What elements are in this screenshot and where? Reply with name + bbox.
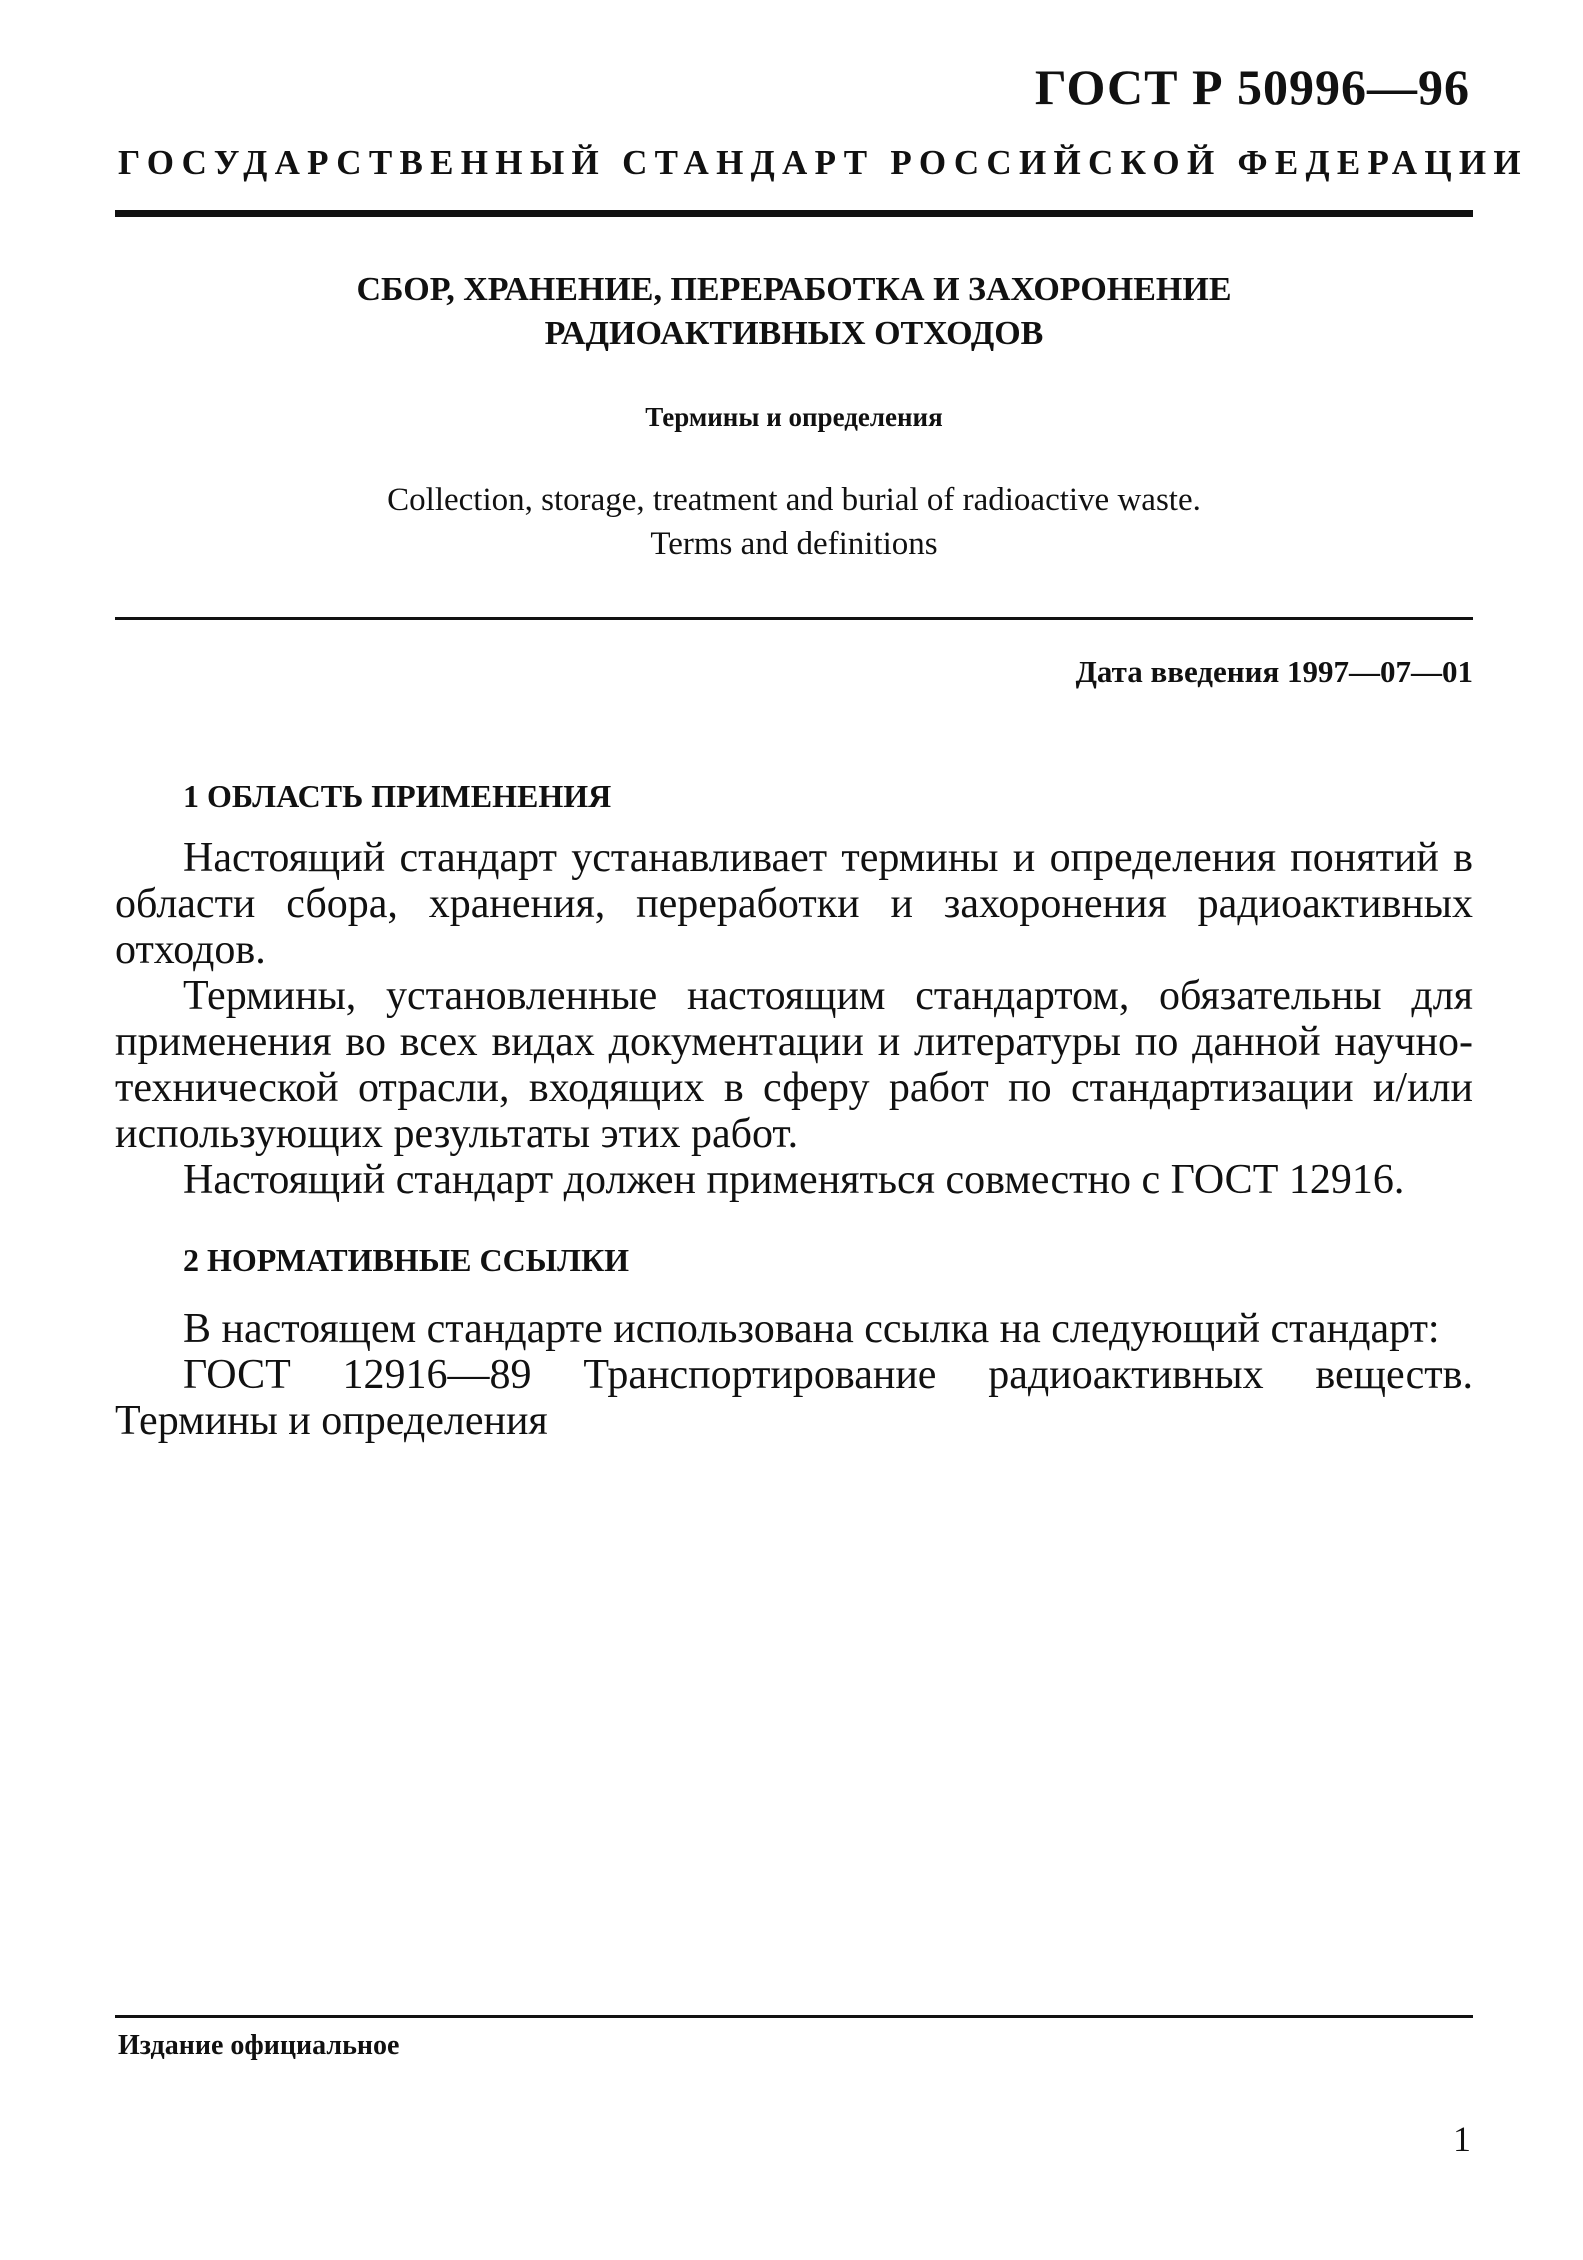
paragraph: В настоящем стандарте использована ссылка на следующий стандарт: [183, 1306, 1440, 1352]
english-title-line-1: Collection, storage, treatment and burial of radioactive waste. [387, 482, 1201, 518]
document-code: ГОСТ Р 50996—96 [1034, 59, 1470, 115]
document-title-line-2: РАДИОАКТИВНЫХ ОТХОДОВ [544, 315, 1044, 352]
document-title-line-1: СБОР, ХРАНЕНИЕ, ПЕРЕРАБОТКА И ЗАХОРОНЕНИЕ [356, 271, 1232, 308]
english-title [115, 478, 1473, 566]
page-number: 1 [1453, 2119, 1471, 2159]
section-heading-normative-references: 2 НОРМАТИВНЫЕ ССЫЛКИ [183, 1242, 630, 1278]
paragraph: ГОСТ 12916—89 Транспортирование радиоактивных веществ. Термины и определения [115, 1352, 1473, 1444]
footer-divider [115, 2015, 1473, 2018]
state-standard-title: ГОСУДАРСТВЕННЫЙ СТАНДАРТ РОССИЙСКОЙ ФЕДЕРАЦИИ [118, 143, 1528, 182]
header-divider [115, 210, 1473, 217]
paragraph: Настоящий стандарт должен применяться совместно с ГОСТ 12916. [183, 1157, 1405, 1203]
section-body-normative-references [115, 1306, 1473, 1444]
document-title [115, 268, 1473, 356]
introduction-date: Дата введения 1997—07—01 [1075, 654, 1473, 689]
edition-note: Издание официальное [118, 2030, 400, 2061]
title-divider [115, 617, 1473, 620]
english-title-line-2: Terms and definitions [650, 526, 938, 562]
section-heading-scope: 1 ОБЛАСТЬ ПРИМЕНЕНИЯ [183, 778, 612, 814]
section-body-scope [115, 835, 1473, 1203]
paragraph: Настоящий стандарт устанавливает термины и определения понятий в области сбора, хранения, переработки и захоронения радиоактивных отходов. [115, 835, 1473, 973]
paragraph: Термины, установленные настоящим стандартом, обязательны для применения во всех видах документации и литературы по данной научно-технической отрасли, входящих в сферу работ по стандартизации и/или использующих результаты этих работ. [115, 973, 1473, 1157]
document-subtitle: Термины и определения [645, 402, 943, 432]
